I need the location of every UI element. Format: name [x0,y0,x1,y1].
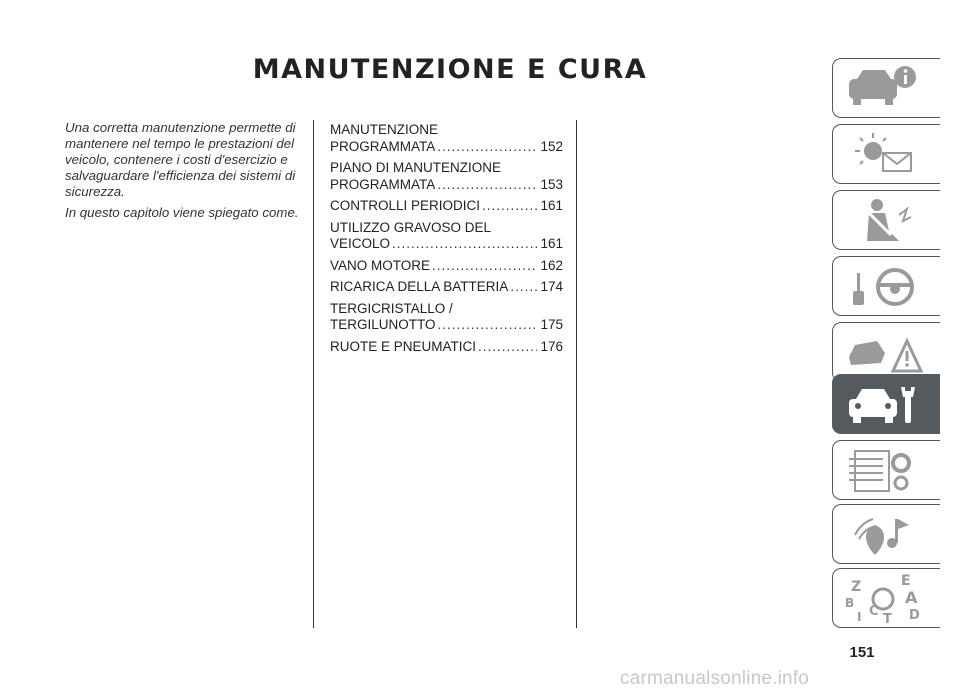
dot-leader [510,279,537,296]
airbag-seatbelt-icon [841,195,937,247]
index-letter: B [845,596,855,610]
intro-paragraph: Una corretta manutenzione permette di mantenere nel tempo le prestazioni del veicolo, contenere i costi d'esercizio e salvaguardare l'efficienza dei sistemi di sicurezza. [65,120,296,199]
toc-entry[interactable] [330,301,563,334]
tab-maintenance[interactable] [832,374,940,434]
toc-page-number: 152 [540,138,563,154]
dot-leader [482,198,537,215]
index-letter: Z [851,579,862,595]
table-of-contents [330,122,563,360]
toc-entry-title-line: TERGICRISTALLO / [330,300,453,316]
toc-entry[interactable] [330,198,563,215]
toc-page-number: 162 [540,257,563,273]
car-wrench-icon [841,379,937,431]
watermark: carmanualsonline.info [620,668,810,689]
car-info-icon [841,63,937,115]
warning-lights-icon [841,129,937,181]
toc-page-number: 161 [540,198,563,213]
page-number: 151 [849,644,875,661]
toc-entry-title: CONTROLLI PERIODICI [330,198,481,213]
tab-car-info[interactable] [832,58,940,118]
tab-index[interactable] [832,568,940,628]
dot-leader [432,258,537,275]
index-letter: T [883,612,892,625]
toc-entry-title-line: PIANO DI MANUTENZIONE [330,160,502,175]
toc-entry[interactable] [330,339,563,356]
intro-paragraph: In questo capitolo viene spiegato come. [65,205,299,220]
tab-starting-driving[interactable] [832,256,940,316]
multimedia-icon [841,509,937,561]
dot-leader [438,317,538,334]
intro-text [65,120,305,226]
toc-entry-title: TERGILUNOTTO [330,317,436,332]
toc-entry-title-line: MANUTENZIONE [330,122,438,137]
tab-warning-lights[interactable] [832,124,940,184]
toc-page-number: 176 [540,338,563,354]
index-letter: A [905,588,918,607]
toc-page-number: 174 [540,279,563,294]
toc-page-number: 153 [540,176,563,192]
toc-entry-title-line: UTILIZZO GRAVOSO DEL [330,219,492,235]
dot-leader [437,177,537,194]
toc-entry[interactable] [330,160,563,193]
index-letter: I [857,610,862,624]
tab-safety[interactable] [832,190,940,250]
dot-leader [478,339,537,356]
toc-entry[interactable] [330,258,563,275]
toc-entry[interactable] [330,279,563,296]
toc-entry-title: PROGRAMMATA [330,176,436,192]
toc-page-number: 161 [540,236,563,251]
index-letter: D [909,608,920,623]
tab-emergency[interactable] [832,322,940,382]
alphabetical-index-icon [841,573,937,625]
technical-data-icon [841,445,937,497]
toc-entry-title: VANO MOTORE [330,257,431,273]
index-letter: E [901,573,911,589]
toc-entry-title: RUOTE E PNEUMATICI [330,338,477,354]
tab-technical-data[interactable] [832,440,940,500]
tab-multimedia[interactable] [832,504,940,564]
dot-leader [392,236,537,253]
car-accident-icon [841,327,937,379]
dot-leader [437,139,537,156]
toc-entry-title: PROGRAMMATA [330,138,436,154]
toc-entry-title: RICARICA DELLA BATTERIA [330,279,509,294]
key-steering-wheel-icon [841,261,937,313]
toc-page-number: 175 [540,317,563,332]
toc-entry[interactable] [330,122,563,155]
index-letter: C [869,604,879,619]
toc-entry-title: VEICOLO [330,236,391,251]
toc-entry[interactable] [330,220,563,253]
page-title: MANUTENZIONE E CURA [252,54,648,85]
column-divider [313,120,314,628]
column-divider [576,120,577,628]
